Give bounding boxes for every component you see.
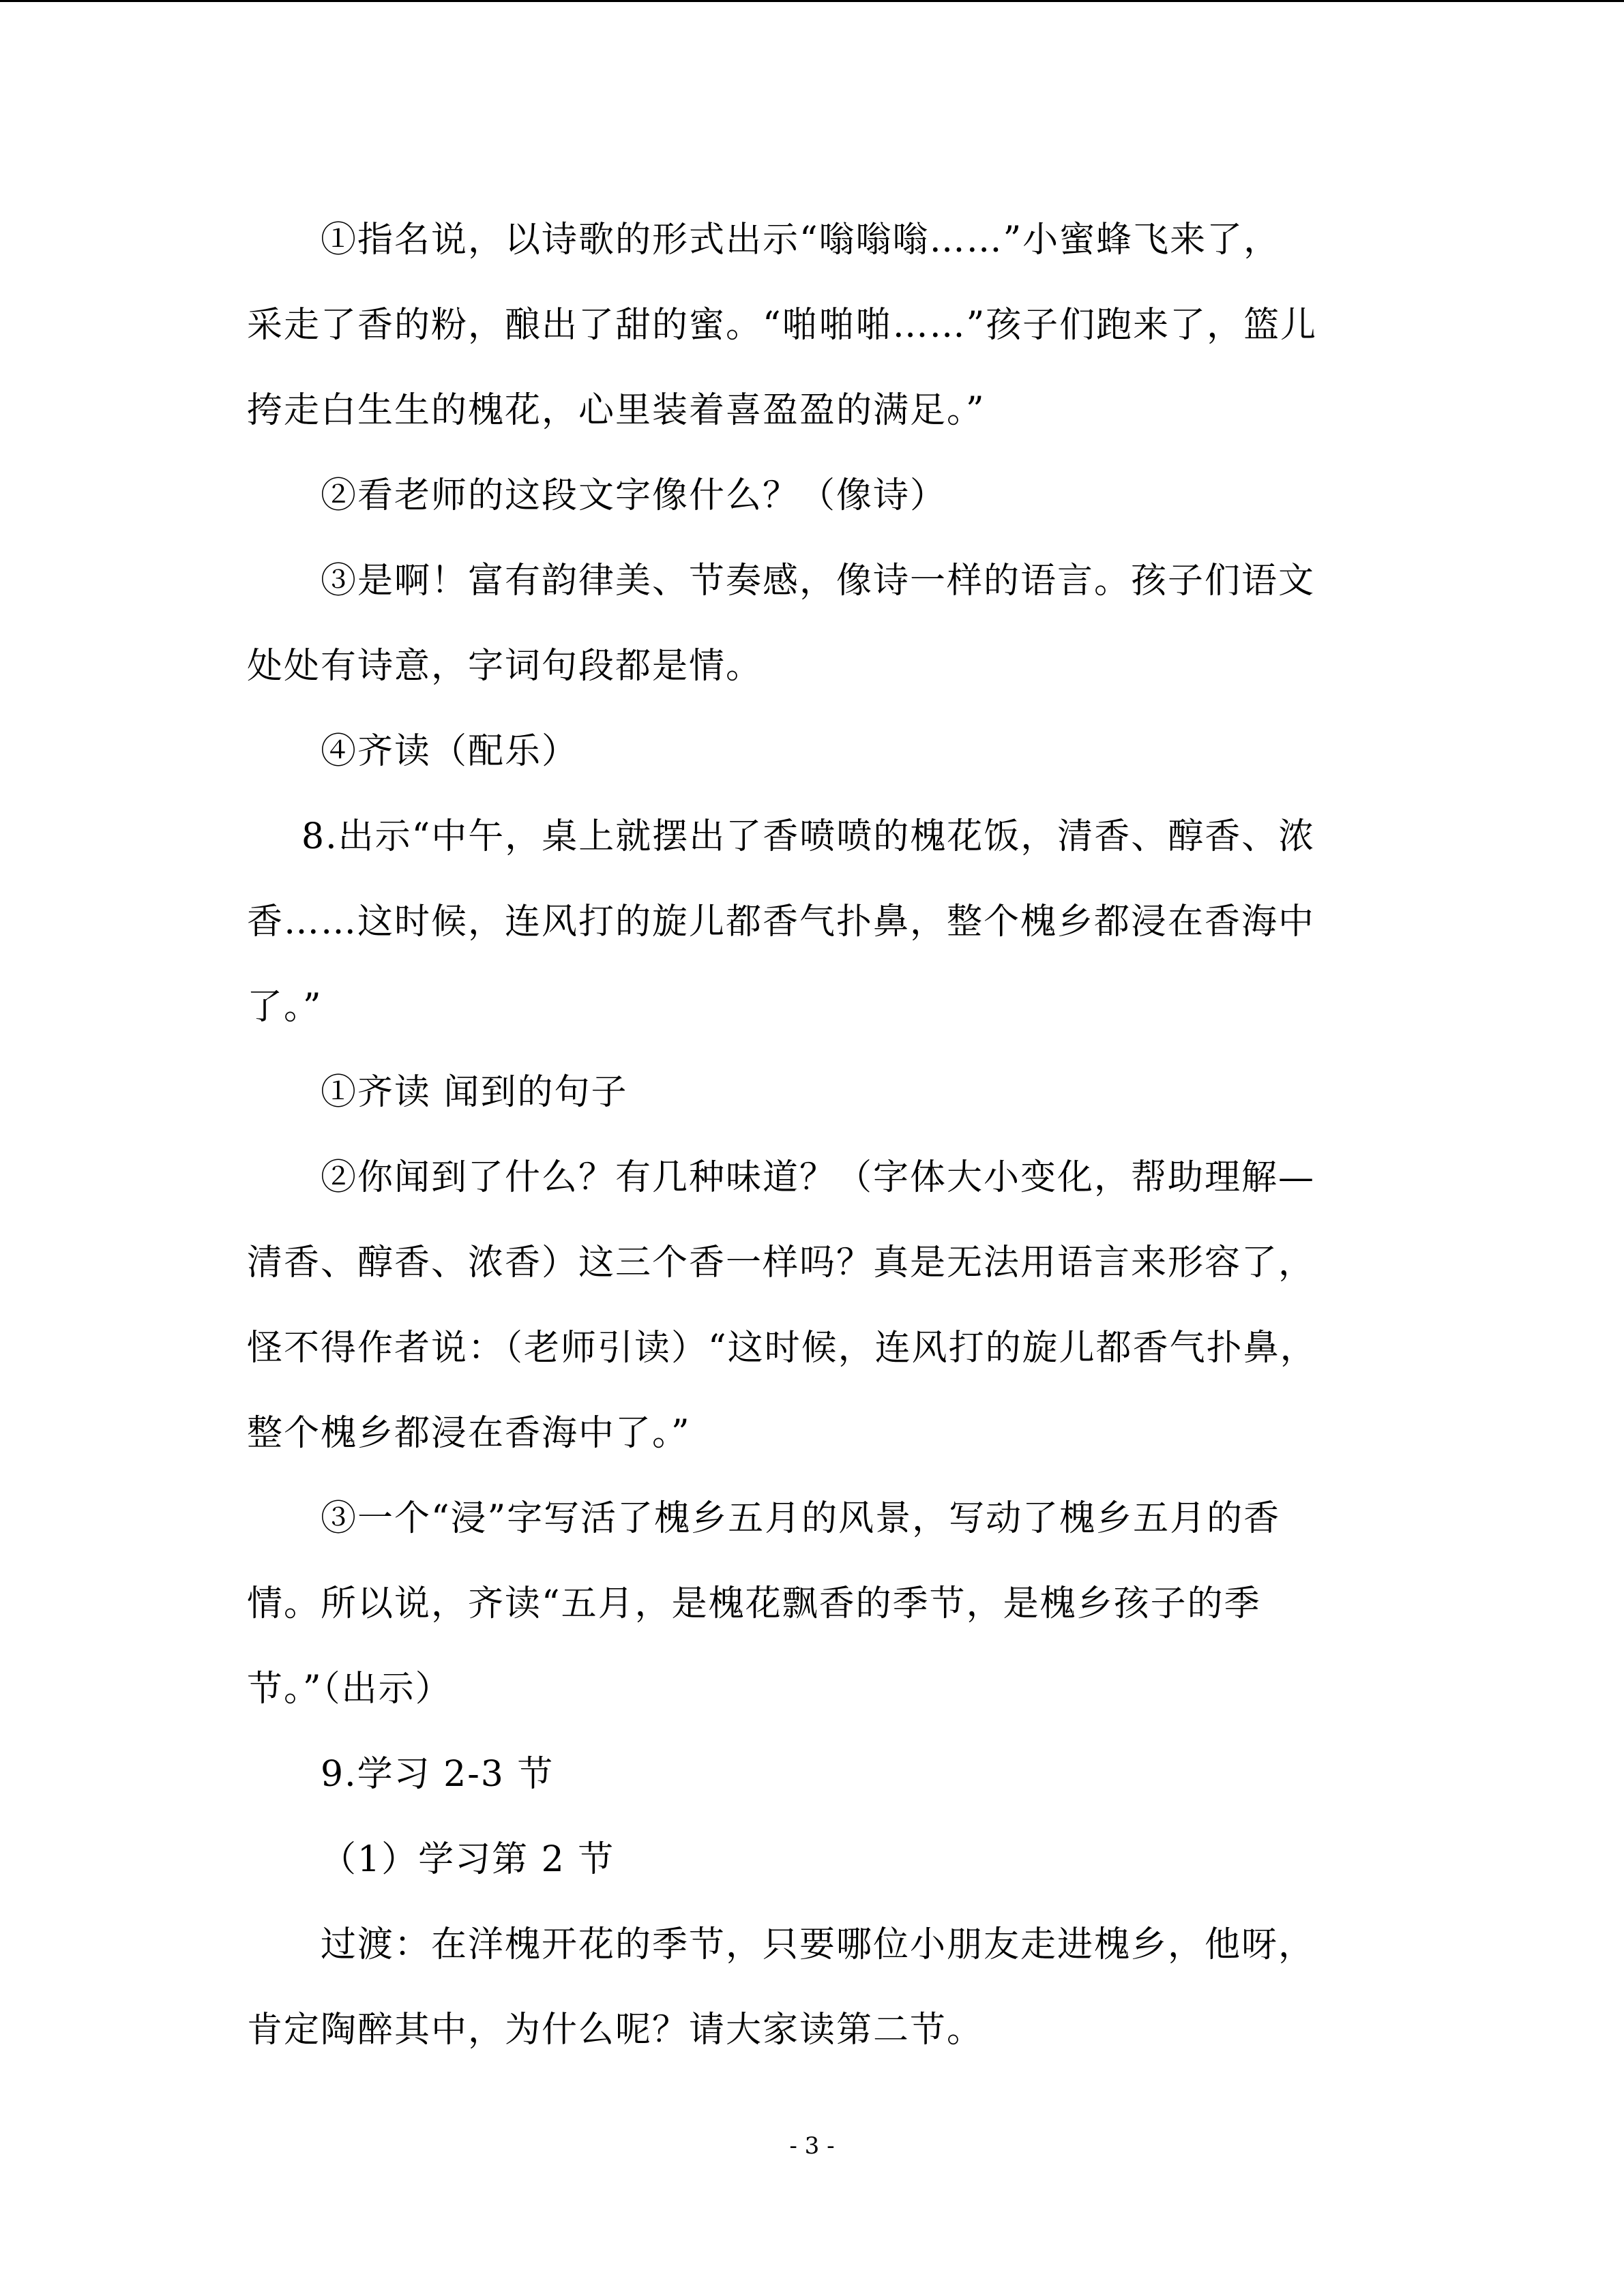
text-line-12: ②你闻到了什么？有几种味道？（字体大小变化，帮助理解— <box>321 1157 1316 1198</box>
text-line-18: 节。”（出示） <box>247 1669 452 1710</box>
text-line-22: 肯定陶醉其中，为什么呢？请大家读第二节。 <box>247 2010 984 2051</box>
text-line-16: ③一个“浸”字写活了槐乡五月的风景，写动了槐乡五月的香 <box>321 1498 1281 1539</box>
text-line-2: 采走了香的粉，酿出了甜的蜜。“啪啪啪……”孩子们跑来了，篮儿 <box>247 305 1318 346</box>
text-line-9: 香……这时候，连风打的旋儿都香气扑鼻，整个槐乡都浸在香海中 <box>247 901 1316 942</box>
text-line-4: ②看老师的这段文字像什么？（像诗） <box>321 475 947 516</box>
text-line-11: ①齐读 闻到的句子 <box>321 1072 628 1113</box>
text-line-21: 过渡：在洋槐开花的季节，只要哪位小朋友走进槐乡，他呀， <box>321 1924 1316 1965</box>
text-line-10: 了。” <box>247 987 323 1028</box>
text-line-6: 处处有诗意，字词句段都是情。 <box>247 646 763 687</box>
page-number: - 3 - <box>789 2132 835 2160</box>
text-line-19: 9.学习 2-3 节 <box>321 1754 555 1795</box>
text-line-13: 清香、醇香、浓香）这三个香一样吗？真是无法用语言来形容了， <box>247 1242 1316 1283</box>
top-border-rule <box>0 0 1624 2</box>
text-line-15: 整个槐乡都浸在香海中了。” <box>247 1413 691 1454</box>
text-line-14: 怪不得作者说：（老师引读）“这时候，连风打的旋儿都香气扑鼻， <box>247 1328 1317 1369</box>
text-line-7: ④齐读（配乐） <box>321 731 579 772</box>
text-line-3: 挎走白生生的槐花，心里装着喜盈盈的满足。” <box>247 390 986 431</box>
text-line-5: ③是啊！富有韵律美、节奏感，像诗一样的语言。孩子们语文 <box>321 561 1316 601</box>
text-line-17: 情。所以说，齐读“五月，是槐花飘香的季节，是槐乡孩子的季 <box>247 1583 1261 1624</box>
text-line-20: （1）学习第 2 节 <box>321 1839 615 1880</box>
text-line-1: ①指名说，以诗歌的形式出示“嗡嗡嗡……”小蜜蜂飞来了， <box>321 220 1281 260</box>
text-line-8: 8.出示“中午，桌上就摆出了香喷喷的槐花饭，清香、醇香、浓 <box>301 816 1316 857</box>
